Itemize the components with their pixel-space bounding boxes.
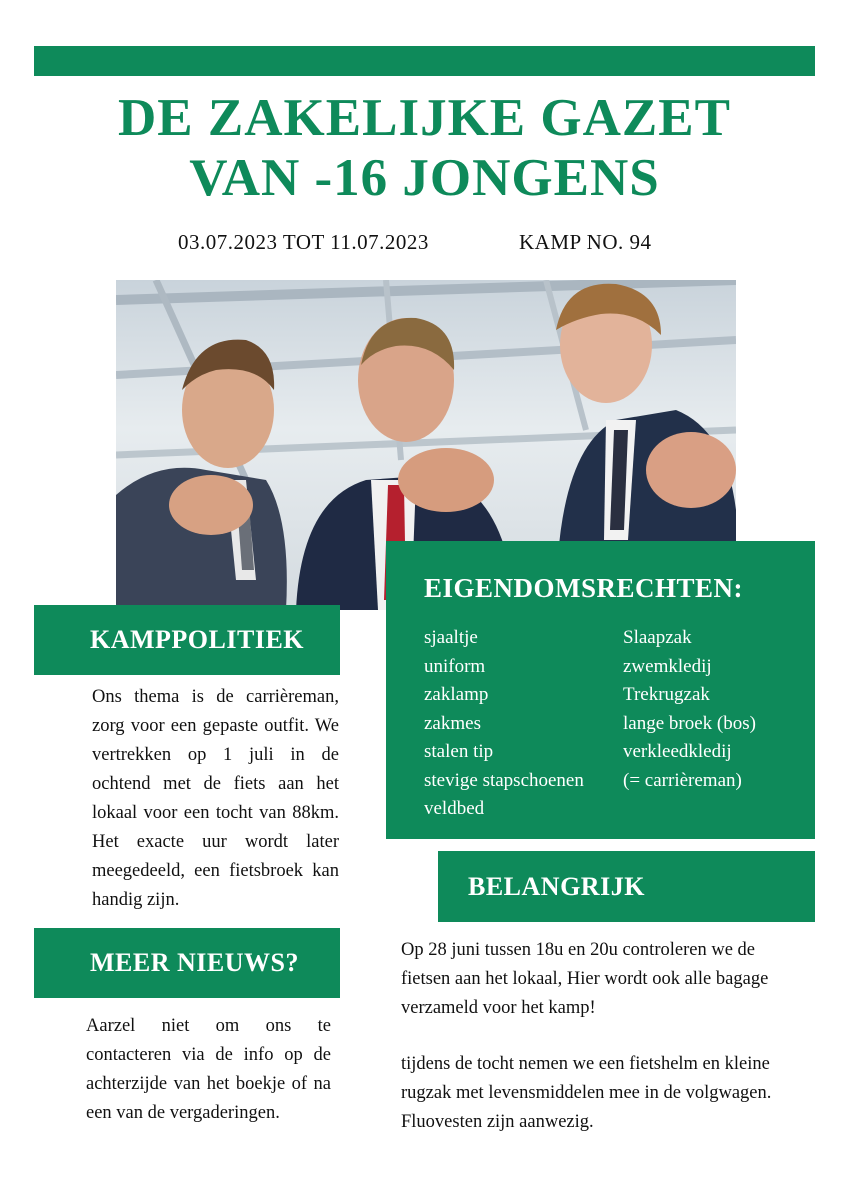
eigendomsrechten-heading: EIGENDOMSRECHTEN:: [424, 573, 744, 603]
list-item: Trekrugzak: [623, 684, 710, 705]
eigendomsrechten-list-left: [424, 624, 584, 824]
camp-number: KAMP NO. 94: [519, 230, 652, 254]
belangrijk-header: [438, 851, 815, 922]
page-title: [0, 88, 849, 208]
top-accent-bar: [34, 46, 815, 76]
title-line-1: DE ZAKELIJKE GAZET: [118, 89, 731, 147]
list-item: zakmes: [424, 712, 481, 734]
list-item: veldbed: [424, 798, 485, 819]
meer-nieuws-heading: MEER NIEUWS?: [90, 948, 299, 977]
list-item: uniform: [424, 655, 486, 677]
list-item: (= carrièreman): [623, 769, 742, 791]
belangrijk-text-2: tijdens de tocht nemen we een fietshelm en kleine rugzak met levensmiddelen mee in de volgwagen. Fluovesten zijn aanwezig.: [401, 1054, 772, 1132]
kamppolitiek-text: Ons thema is de carrièreman, zorg voor een gepaste outfit. We vertrekken op 1 juli in de ochtend met de fiets aan het lokaal voor een tocht van 88km. Het exacte uur wordt later meegedeeld, een fietsbroek kan handig zijn.: [92, 687, 339, 910]
list-item: stevige stapschoenen: [424, 769, 584, 791]
eigendomsrechten-box: [386, 541, 815, 839]
meer-nieuws-text: Aarzel niet om ons te contacteren via de info op de achterzijde van het boekje of na een van de vergaderingen.: [86, 1016, 331, 1123]
kamppolitiek-heading: KAMPPOLITIEK: [90, 625, 305, 654]
list-item: zwemkledij: [623, 655, 712, 677]
list-item: lange broek (bos): [623, 712, 756, 734]
title-line-2: VAN -16 JONGENS: [189, 149, 660, 207]
kamppolitiek-header: [34, 605, 340, 675]
list-item: verkleedkledij: [623, 741, 732, 762]
list-item: zaklamp: [424, 684, 489, 705]
belangrijk-text-1: Op 28 juni tussen 18u en 20u controleren we de fietsen aan het lokaal, Hier wordt ook alle bagage verzameld voor het kamp!: [401, 940, 769, 1018]
list-item: sjaaltje: [424, 627, 478, 648]
belangrijk-heading: BELANGRIJK: [468, 872, 645, 901]
list-item: Slaapzak: [623, 627, 692, 648]
camp-dates: 03.07.2023 TOT 11.07.2023: [178, 230, 429, 254]
meer-nieuws-header: [34, 928, 340, 998]
list-item: stalen tip: [424, 741, 494, 762]
eigendomsrechten-list-right: [623, 624, 756, 795]
